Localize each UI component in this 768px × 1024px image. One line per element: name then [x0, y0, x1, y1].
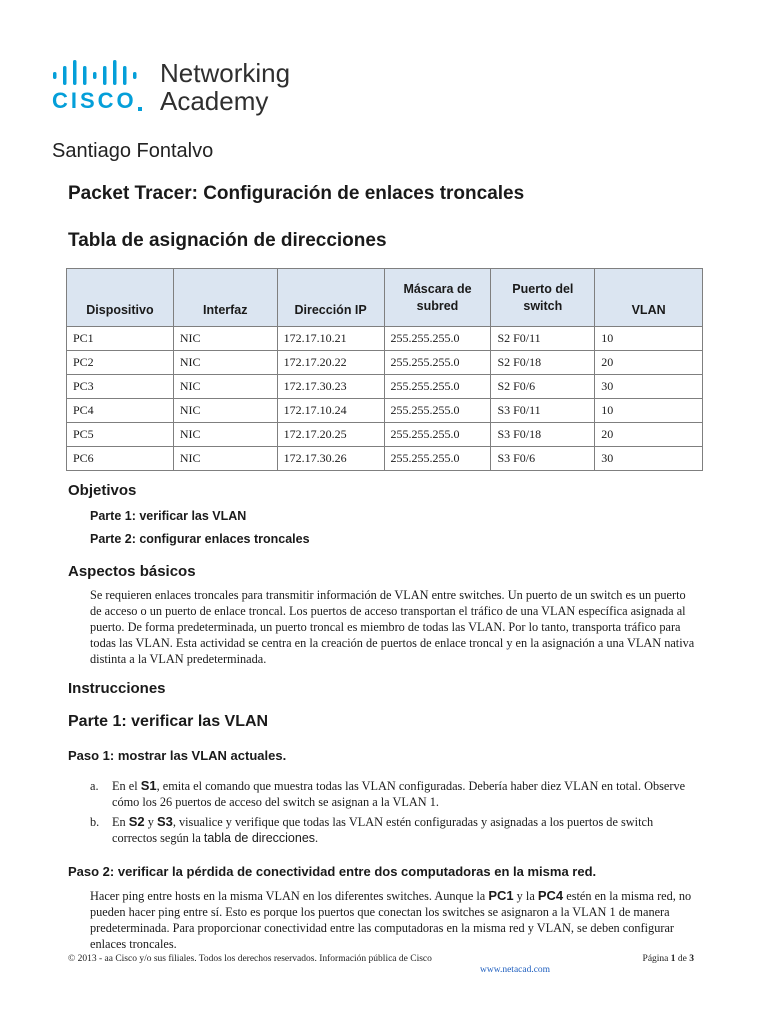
parte-1-heading: Parte 1: verificar las VLAN	[68, 713, 269, 730]
table-heading: Tabla de asignación de direcciones	[68, 230, 387, 251]
device-ref-s1: S1	[140, 778, 157, 793]
table-cell: NIC	[173, 399, 277, 423]
table-cell: PC4	[67, 399, 174, 423]
cisco-bridge-icon	[52, 60, 148, 86]
addressing-table	[66, 268, 703, 471]
table-cell: NIC	[173, 351, 277, 375]
table-cell: PC1	[67, 327, 174, 351]
item-text: , emita el comando que muestra todas las VLAN configuradas. Debería haber diez VLAN en total. Observe cómo los 26 puertos de acceso del switch se asignan a la VLAN 1.	[112, 779, 686, 809]
table-row	[67, 375, 703, 399]
col-header-vlan: VLAN	[595, 269, 703, 327]
cisco-wordmark-dot	[138, 107, 142, 111]
table-cell: S2 F0/18	[491, 351, 595, 375]
instrucciones-heading: Instrucciones	[68, 680, 166, 697]
table-cell: NIC	[173, 447, 277, 471]
aspectos-heading: Aspectos básicos	[68, 563, 196, 580]
table-cell: NIC	[173, 423, 277, 447]
col-header-direccion-ip: Dirección IP	[277, 269, 384, 327]
page-current: 1	[670, 954, 676, 964]
table-cell: 172.17.10.21	[277, 327, 384, 351]
aspectos-paragraph: Se requieren enlaces troncales para transmitir información de VLAN entre switches. Un puerto de un switch es un puerto de acceso o un puerto de enlace troncal. Los puertos de acceso transportan el tráfico de una VLAN específica asignada al puerto. De forma predeterminada, un puerto troncal es miembro de todas las VLAN. Por lo tanto, transporta tráfico para todas las VLAN. Esta actividad se centra en la creación de puertos de enlace troncal y en la asignación a una VLAN nativa distinta a la VLAN predeterminada.	[90, 588, 695, 666]
document-title: Packet Tracer: Configuración de enlaces troncales	[68, 183, 525, 204]
table-cell: 172.17.10.24	[277, 399, 384, 423]
device-ref-s2: S2	[128, 814, 145, 829]
table-cell: PC5	[67, 423, 174, 447]
table-row	[67, 399, 703, 423]
table-cell: 172.17.30.26	[277, 447, 384, 471]
table-cell: S2 F0/11	[491, 327, 595, 351]
table-cell: 30	[595, 375, 703, 399]
table-row	[67, 423, 703, 447]
table-cell: 10	[595, 327, 703, 351]
footer-link[interactable]: www.netacad.com	[480, 965, 551, 975]
table-cell: NIC	[173, 375, 277, 399]
table-cell: 172.17.20.22	[277, 351, 384, 375]
cisco-wordmark: CISCO	[52, 88, 137, 113]
list-marker: b.	[90, 815, 100, 829]
table-cell: 10	[595, 399, 703, 423]
item-text: En	[112, 815, 129, 829]
table-cell: PC3	[67, 375, 174, 399]
page-total: 3	[689, 954, 694, 964]
col-header-dispositivo: Dispositivo	[67, 269, 174, 327]
col-header-mascara: Máscara de subred	[384, 269, 491, 327]
author-name: Santiago Fontalvo	[52, 140, 214, 162]
logo-academy: Academy	[160, 86, 269, 116]
table-cell: 255.255.255.0	[384, 375, 491, 399]
table-cell: 255.255.255.0	[384, 447, 491, 471]
paragraph-text: Hacer ping entre hosts en la misma VLAN en los diferentes switches. Aunque la	[90, 889, 489, 903]
col-header-puerto: Puerto del switch	[491, 269, 595, 327]
page-label: Página	[642, 954, 671, 964]
table-reference: tabla de direcciones	[203, 831, 316, 845]
table-cell: PC2	[67, 351, 174, 375]
device-ref-pc1: PC1	[488, 888, 514, 903]
col-header-interfaz: Interfaz	[173, 269, 277, 327]
item-text: , visualice y verifique que todas las VLAN estén configuradas y asignadas a los puertos de switch correctos según la	[112, 815, 654, 845]
paragraph-text: y la	[513, 889, 538, 903]
table-cell: 255.255.255.0	[384, 327, 491, 351]
footer-copyright: © 2013 - aa Cisco y/o sus filiales. Todos los derechos reservados. Información pública de Cisco	[68, 954, 432, 964]
table-cell: S3 F0/18	[491, 423, 595, 447]
table-cell: 30	[595, 447, 703, 471]
table-cell: PC6	[67, 447, 174, 471]
table-row	[67, 327, 703, 351]
item-text: En el	[112, 779, 141, 793]
table-cell: 20	[595, 351, 703, 375]
table-cell: S2 F0/6	[491, 375, 595, 399]
table-cell: 255.255.255.0	[384, 423, 491, 447]
paso-2-paragraph	[90, 888, 700, 952]
table-cell: S3 F0/6	[491, 447, 595, 471]
paragraph-text: estén en la misma red, no pueden hacer ping entre sí. Esto es porque los puertos que conectan los switches se asignaron a la VLAN 1 de manera predeterminada. Para proporcionar conectividad entre las computadoras en la misma red y VLAN, se deben configurar enlaces troncales.	[90, 889, 692, 951]
item-text: y	[144, 815, 157, 829]
table-cell: 172.17.30.23	[277, 375, 384, 399]
list-marker: a.	[90, 779, 99, 793]
cisco-networking-academy-logo	[52, 58, 312, 118]
objetivo-parte-1: Parte 1: verificar las VLAN	[90, 509, 247, 523]
table-cell: 172.17.20.25	[277, 423, 384, 447]
objetivos-heading: Objetivos	[68, 482, 137, 499]
device-ref-s3: S3	[156, 814, 173, 829]
table-row	[67, 351, 703, 375]
table-header-row	[67, 269, 703, 327]
objetivo-parte-2: Parte 2: configurar enlaces troncales	[90, 532, 310, 546]
table-row	[67, 447, 703, 471]
paso-2-heading: Paso 2: verificar la pérdida de conectividad entre dos computadoras en la misma red.	[68, 864, 597, 879]
device-ref-pc4: PC4	[537, 888, 564, 903]
table-cell: 255.255.255.0	[384, 399, 491, 423]
table-cell: S3 F0/11	[491, 399, 595, 423]
page-separator: de	[675, 954, 690, 964]
item-text: .	[315, 831, 319, 845]
logo-networking: Networking	[160, 58, 291, 88]
footer-page-number	[643, 954, 694, 964]
paso-1-heading: Paso 1: mostrar las VLAN actuales.	[68, 748, 287, 763]
table-cell: 20	[595, 423, 703, 447]
table-cell: 255.255.255.0	[384, 351, 491, 375]
table-cell: NIC	[173, 327, 277, 351]
